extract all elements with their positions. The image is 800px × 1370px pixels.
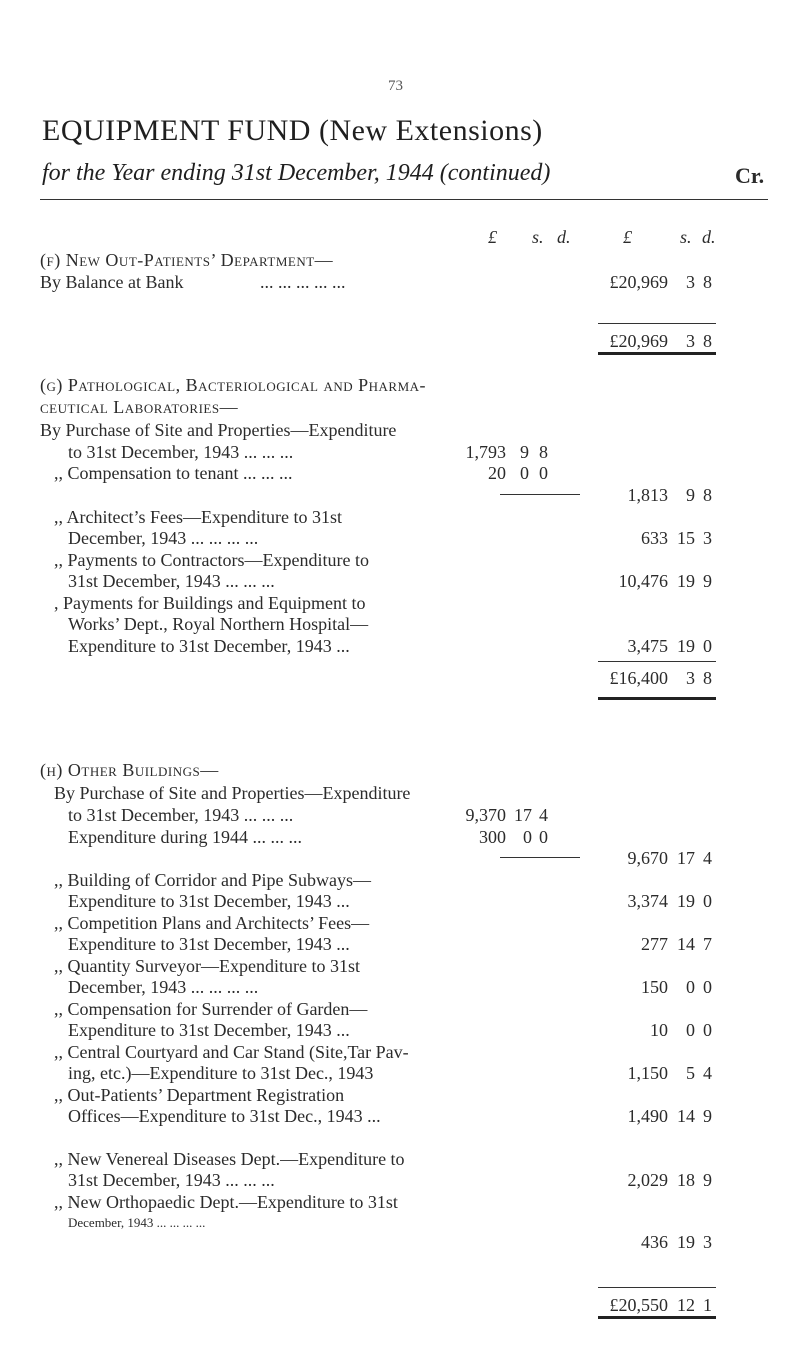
section-h-item-5-pounds: 277 — [641, 934, 668, 954]
section-h-item-2-shillings: 0 — [523, 827, 532, 847]
section-f-dots: ... ... ... ... ... — [260, 272, 346, 292]
section-g-item-6-line-2: Works’ Dept., Royal Northern Hospital— — [68, 614, 369, 634]
section-g-subtotal-pounds: 1,813 — [627, 485, 668, 505]
section-g-item-6-pence: 0 — [703, 636, 712, 656]
section-h-item-10-line-1: ,, New Venereal Diseases Dept.—Expenditure to — [54, 1149, 405, 1169]
section-g-item-4-line-2: December, 1943 ... ... ... ... — [68, 528, 259, 548]
section-g-item-2-pence: 0 — [539, 463, 548, 483]
section-h-total-pounds: £20,550 — [609, 1295, 668, 1315]
section-h-item-4-line-1: ,, Building of Corridor and Pipe Subways— — [54, 870, 371, 890]
section-h-item-11-pence: 3 — [703, 1232, 712, 1252]
section-h-item-2-pence: 0 — [539, 827, 548, 847]
section-g-item-6-line-1: , Payments for Buildings and Equipment to — [54, 593, 366, 613]
section-g-item-6-pounds: 3,475 — [627, 636, 668, 656]
section-g-item-1-line-2: to 31st December, 1943 ... ... ... — [68, 442, 294, 462]
section-h-item-5-pence: 7 — [703, 934, 712, 954]
section-h-item-5-line-1: ,, Competition Plans and Architects’ Fees— — [54, 913, 370, 933]
col-header-shillings-1: s. — [532, 227, 544, 247]
section-g-item-5-pounds: 10,476 — [618, 571, 668, 591]
credit-label: Cr. — [735, 163, 765, 188]
section-h-item-6-shillings: 0 — [686, 977, 695, 997]
section-h-total-pence: 1 — [703, 1295, 712, 1315]
subtitle-date-month: December — [277, 160, 374, 186]
section-g-item-2-line-1: ,, Compensation to tenant ... ... ... — [54, 463, 293, 483]
section-h-item-10-shillings: 18 — [677, 1170, 695, 1190]
section-f-total-rule — [598, 323, 716, 324]
section-h-double-rule — [598, 1316, 716, 1319]
section-h-item-10-pence: 9 — [703, 1170, 712, 1190]
section-g-item-4-shillings: 15 — [677, 528, 695, 548]
section-h-item-4-pounds: 3,374 — [627, 891, 668, 911]
section-h-item-6-line-1: ,, Quantity Surveyor—Expenditure to 31st — [54, 956, 360, 976]
section-f-total-pence: 8 — [703, 331, 712, 351]
section-g-heading-1: (g) Pathological, Bacteriological and Pharma- — [40, 375, 427, 395]
section-h-item-7-pence: 0 — [703, 1020, 712, 1040]
section-f-amount-shillings: 3 — [686, 272, 695, 292]
col-header-pence-1: d. — [557, 227, 571, 247]
section-h-item-4-shillings: 19 — [677, 891, 695, 911]
section-g-item-6-line-3: Expenditure to 31st December, 1943 ... — [68, 636, 350, 656]
section-f-heading: (f) New Out-Patients’ Department— — [40, 250, 334, 270]
section-h-subtotal-pence: 4 — [703, 848, 712, 868]
section-g-item-1-line-1: By Purchase of Site and Properties—Expenditure — [40, 420, 397, 440]
subtitle-prefix: for the Year ending — [42, 160, 226, 186]
section-h-item-1-line-2: to 31st December, 1943 ... ... ... — [68, 805, 294, 825]
section-h-heading: (h) Other Buildings— — [40, 760, 219, 780]
section-h-item-2-line-1: Expenditure during 1944 ... ... ... — [68, 827, 302, 847]
section-g-item-1-pounds: 1,793 — [465, 442, 506, 462]
section-h-total-rule — [598, 1287, 716, 1288]
section-g-item-1-pence: 8 — [539, 442, 548, 462]
page-subtitle — [42, 160, 550, 187]
section-h-item-5-shillings: 14 — [677, 934, 695, 954]
section-h-item-1-pence: 4 — [539, 805, 548, 825]
subtitle-year: , 1944 — [373, 160, 434, 186]
section-h-item-6-pounds: 150 — [641, 977, 668, 997]
section-g-total-pence: 8 — [703, 668, 712, 688]
section-h-item-8-line-1: ,, Central Courtyard and Car Stand (Site,Tar Pav- — [54, 1042, 409, 1062]
section-g-item-2-pounds: 20 — [488, 463, 506, 483]
section-g-item-5-line-2: 31st December, 1943 ... ... ... — [68, 571, 275, 591]
section-f-line: By Balance at Bank — [40, 272, 184, 292]
section-h-item-2-pounds: 300 — [479, 827, 506, 847]
section-g-total-shillings: 3 — [686, 668, 695, 688]
section-h-item-11-pounds: 436 — [641, 1232, 668, 1252]
section-h-item-7-line-2: Expenditure to 31st December, 1943 ... — [68, 1020, 350, 1040]
section-f-total-shillings: 3 — [686, 331, 695, 351]
section-h-item-8-shillings: 5 — [686, 1063, 695, 1083]
section-h-subtotal-rule — [500, 857, 580, 858]
section-h-subtotal-shillings: 17 — [677, 848, 695, 868]
section-f-amount-pence: 8 — [703, 272, 712, 292]
page-number: 73 — [388, 78, 403, 94]
section-g-subtotal-shillings: 9 — [686, 485, 695, 505]
section-g-double-rule — [598, 697, 716, 700]
section-g-total-pounds: £16,400 — [609, 668, 668, 688]
subtitle-date-suffix: st — [255, 160, 272, 186]
section-h-item-9-shillings: 14 — [677, 1106, 695, 1126]
section-h-item-1-shillings: 17 — [514, 805, 532, 825]
section-h-item-9-line-1: ,, Out-Patients’ Department Registration — [54, 1085, 345, 1105]
page-title: EQUIPMENT FUND (New Extensions) — [42, 114, 543, 147]
section-h-item-4-pence: 0 — [703, 891, 712, 911]
section-g-item-4-pence: 3 — [703, 528, 712, 548]
section-g-item-4-pounds: 633 — [641, 528, 668, 548]
section-f-total-pounds: £20,969 — [609, 331, 668, 351]
header-rule — [40, 199, 768, 200]
col-header-shillings-2: s. — [680, 227, 692, 247]
section-g-heading-2: ceutical Laboratories— — [40, 397, 239, 417]
section-h-item-11-line-1: ,, New Orthopaedic Dept.—Expenditure to 31st — [54, 1192, 398, 1212]
section-g-subtotal-pence: 8 — [703, 485, 712, 505]
section-h-item-7-line-1: ,, Compensation for Surrender of Garden— — [54, 999, 368, 1019]
section-h-item-7-pounds: 10 — [650, 1020, 668, 1040]
section-g-item-4-line-1: ,, Architect’s Fees—Expenditure to 31st — [54, 507, 342, 527]
section-h-item-10-pounds: 2,029 — [627, 1170, 668, 1190]
section-g-item-5-shillings: 19 — [677, 571, 695, 591]
col-header-pence-2: d. — [702, 227, 716, 247]
section-h-item-6-line-2: December, 1943 ... ... ... ... — [68, 977, 259, 997]
section-h-item-10-line-2: 31st December, 1943 ... ... ... — [68, 1170, 275, 1190]
section-g-item-1-shillings: 9 — [520, 442, 529, 462]
subtitle-continued: (continued) — [439, 160, 551, 186]
section-h-total-shillings: 12 — [677, 1295, 695, 1315]
section-h-item-8-line-2: ing, etc.)—Expenditure to 31st Dec., 1943 — [68, 1063, 374, 1083]
col-header-pounds-2: £ — [623, 227, 632, 247]
section-h-item-7-shillings: 0 — [686, 1020, 695, 1040]
section-g-item-2-shillings: 0 — [520, 463, 529, 483]
section-h-item-5-line-2: Expenditure to 31st December, 1943 ... — [68, 934, 350, 954]
section-h-item-9-pounds: 1,490 — [627, 1106, 668, 1126]
section-g-subtotal-rule — [500, 494, 580, 495]
section-h-subtotal-pounds: 9,670 — [627, 848, 668, 868]
section-h-item-9-pence: 9 — [703, 1106, 712, 1126]
section-h-item-1-line-1: By Purchase of Site and Properties—Expenditure — [54, 783, 411, 803]
section-h-item-11-shillings: 19 — [677, 1232, 695, 1252]
section-h-item-9-line-2: Offices—Expenditure to 31st Dec., 1943 ... — [68, 1106, 381, 1126]
section-h-item-8-pounds: 1,150 — [627, 1063, 668, 1083]
section-g-total-rule — [598, 661, 716, 662]
section-h-item-8-pence: 4 — [703, 1063, 712, 1083]
section-h-item-11-line-2: December, 1943 ... ... ... ... — [68, 1215, 206, 1230]
section-h-item-6-pence: 0 — [703, 977, 712, 997]
col-header-pounds-1: £ — [488, 227, 497, 247]
section-f-amount-pounds: £20,969 — [609, 272, 668, 292]
section-g-item-5-line-1: ,, Payments to Contractors—Expenditure to — [54, 550, 369, 570]
section-g-item-6-shillings: 19 — [677, 636, 695, 656]
section-g-item-5-pence: 9 — [703, 571, 712, 591]
section-f-double-rule — [598, 352, 716, 355]
section-h-item-1-pounds: 9,370 — [465, 805, 506, 825]
section-h-item-4-line-2: Expenditure to 31st December, 1943 ... — [68, 891, 350, 911]
subtitle-date-num: 31 — [231, 160, 256, 186]
